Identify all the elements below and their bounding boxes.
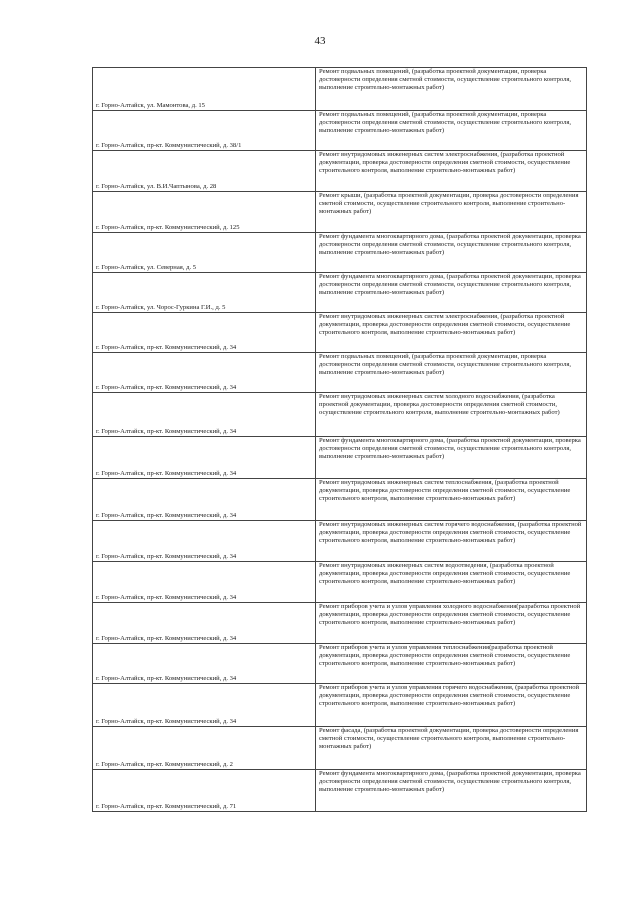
work-description-cell: Ремонт подвальных помещений, (разработка проектной документации, проверка достоверности определения сметной стоимости, осуществление строительного контроля, выполнение строительно-монтажных работ) (316, 111, 587, 151)
table-row (93, 313, 587, 353)
works-table-body (93, 68, 587, 812)
address-cell: г. Горно-Алтайск, ул. В.И.Чаптынова, д. 28 (93, 151, 316, 192)
table-row (93, 684, 587, 727)
address-cell: г. Горно-Алтайск, ул. Мамонтова, д. 15 (93, 68, 316, 111)
table-row (93, 437, 587, 479)
address-cell: г. Горно-Алтайск, пр-кт. Коммунистический, д. 34 (93, 684, 316, 727)
address-cell: г. Горно-Алтайск, пр-кт. Коммунистический, д. 34 (93, 562, 316, 603)
address-cell: г. Горно-Алтайск, пр-кт. Коммунистический, д. 125 (93, 192, 316, 233)
table-row (93, 727, 587, 770)
work-description-cell: Ремонт фундамента многоквартирного дома, (разработка проектной документации, проверка достоверности определения сметной стоимости, осуществление строительного контроля, выполнение строительно-монтажных работ) (316, 233, 587, 273)
work-description-cell: Ремонт внутридомовых инженерных систем теплоснабжения, (разработка проектной документации, проверка достоверности определения сметной стоимости, осуществление строительного контроля, выполнение строительно-монтажных работ) (316, 479, 587, 521)
work-description-cell: Ремонт внутридомовых инженерных систем электроснабжения, (разработка проектной документации, проверка достоверности определения сметной стоимости, осуществление строительного контроля, выполнение строительно-монтажных работ) (316, 151, 587, 192)
address-cell: г. Горно-Алтайск, пр-кт. Коммунистический, д. 71 (93, 770, 316, 812)
address-cell: г. Горно-Алтайск, пр-кт. Коммунистический, д. 34 (93, 603, 316, 644)
work-description-cell: Ремонт внутридомовых инженерных систем холодного водоснабжения, (разработка проектной документации, проверка достоверности определения сметной стоимости, осуществление строительного контроля, выполнение строительно-монтажных работ) (316, 393, 587, 437)
work-description-cell: Ремонт приборов учета и узлов управления теплоснабжения(разработка проектной документации, проверка достоверности определения сметной стоимости, осуществление строительного контроля, выполнение строительно-монтажных работ) (316, 644, 587, 684)
address-cell: г. Горно-Алтайск, пр-кт. Коммунистический, д. 34 (93, 521, 316, 562)
table-row (93, 770, 587, 812)
work-description-cell: Ремонт фундамента многоквартирного дома, (разработка проектной документации, проверка достоверности определения сметной стоимости, осуществление строительного контроля, выполнение строительно-монтажных работ) (316, 273, 587, 313)
table-row (93, 151, 587, 192)
work-description-cell: Ремонт приборов учета и узлов управления горячего водоснабжения, (разработка проектной документации, проверка достоверности определения сметной стоимости, осуществление строительного контроля, выполнение строительно-монтажных работ) (316, 684, 587, 727)
address-cell: г. Горно-Алтайск, ул. Северная, д. 5 (93, 233, 316, 273)
table-row (93, 68, 587, 111)
work-description-cell: Ремонт фундамента многоквартирного дома, (разработка проектной документации, проверка достоверности определения сметной стоимости, осуществление строительного контроля, выполнение строительно-монтажных работ) (316, 437, 587, 479)
works-table (92, 67, 587, 812)
table-row (93, 603, 587, 644)
work-description-cell: Ремонт внутридомовых инженерных систем водоотведения, (разработка проектной документации, проверка достоверности определения сметной стоимости, осуществление строительного контроля, выполнение строительно-монтажных работ) (316, 562, 587, 603)
table-row (93, 479, 587, 521)
table-row (93, 192, 587, 233)
address-cell: г. Горно-Алтайск, пр-кт. Коммунистический, д. 34 (93, 353, 316, 393)
work-description-cell: Ремонт внутридомовых инженерных систем горячего водоснабжения, (разработка проектной документации, проверка достоверности определения сметной стоимости, осуществление строительного контроля, выполнение строительно-монтажных работ) (316, 521, 587, 562)
address-cell: г. Горно-Алтайск, пр-кт. Коммунистический, д. 34 (93, 644, 316, 684)
address-cell: г. Горно-Алтайск, ул. Чорос-Гуркина Г.И., д. 5 (93, 273, 316, 313)
address-cell: г. Горно-Алтайск, пр-кт. Коммунистический, д. 34 (93, 313, 316, 353)
address-cell: г. Горно-Алтайск, пр-кт. Коммунистический, д. 34 (93, 393, 316, 437)
table-row (93, 644, 587, 684)
table-row (93, 521, 587, 562)
work-description-cell: Ремонт внутридомовых инженерных систем электроснабжения, (разработка проектной документации, проверка достоверности определения сметной стоимости, осуществление строительного контроля, выполнение строительно-монтажных работ) (316, 313, 587, 353)
address-cell: г. Горно-Алтайск, пр-кт. Коммунистический, д. 34 (93, 437, 316, 479)
address-cell: г. Горно-Алтайск, пр-кт. Коммунистический, д. 34 (93, 479, 316, 521)
work-description-cell: Ремонт фасада, (разработка проектной документации, проверка достоверности определения сметной стоимости, осуществление строительного контроля, выполнение строительно-монтажных работ) (316, 727, 587, 770)
work-description-cell: Ремонт подвальных помещений, (разработка проектной документации, проверка достоверности определения сметной стоимости, осуществление строительного контроля, выполнение строительно-монтажных работ) (316, 353, 587, 393)
table-row (93, 273, 587, 313)
work-description-cell: Ремонт приборов учета и узлов управления холодного водоснабжения(разработка проектной документации, проверка достоверности определения сметной стоимости, осуществление строительного контроля, выполнение строительно-монтажных работ) (316, 603, 587, 644)
work-description-cell: Ремонт подвальных помещений, (разработка проектной документации, проверка достоверности определения сметной стоимости, осуществление строительного контроля, выполнение строительно-монтажных работ) (316, 68, 587, 111)
work-description-cell: Ремонт крыши, (разработка проектной документации, проверка достоверности определения сметной стоимости, осуществление строительного контроля, выполнение строительно-монтажных работ) (316, 192, 587, 233)
table-row (93, 233, 587, 273)
table-row (93, 353, 587, 393)
address-cell: г. Горно-Алтайск, пр-кт. Коммунистический, д. 38/1 (93, 111, 316, 151)
table-row (93, 562, 587, 603)
table-row (93, 111, 587, 151)
address-cell: г. Горно-Алтайск, пр-кт. Коммунистический, д. 2 (93, 727, 316, 770)
page-number: 43 (314, 35, 326, 47)
work-description-cell: Ремонт фундамента многоквартирного дома, (разработка проектной документации, проверка достоверности определения сметной стоимости, осуществление строительного контроля, выполнение строительно-монтажных работ) (316, 770, 587, 812)
table-row (93, 393, 587, 437)
